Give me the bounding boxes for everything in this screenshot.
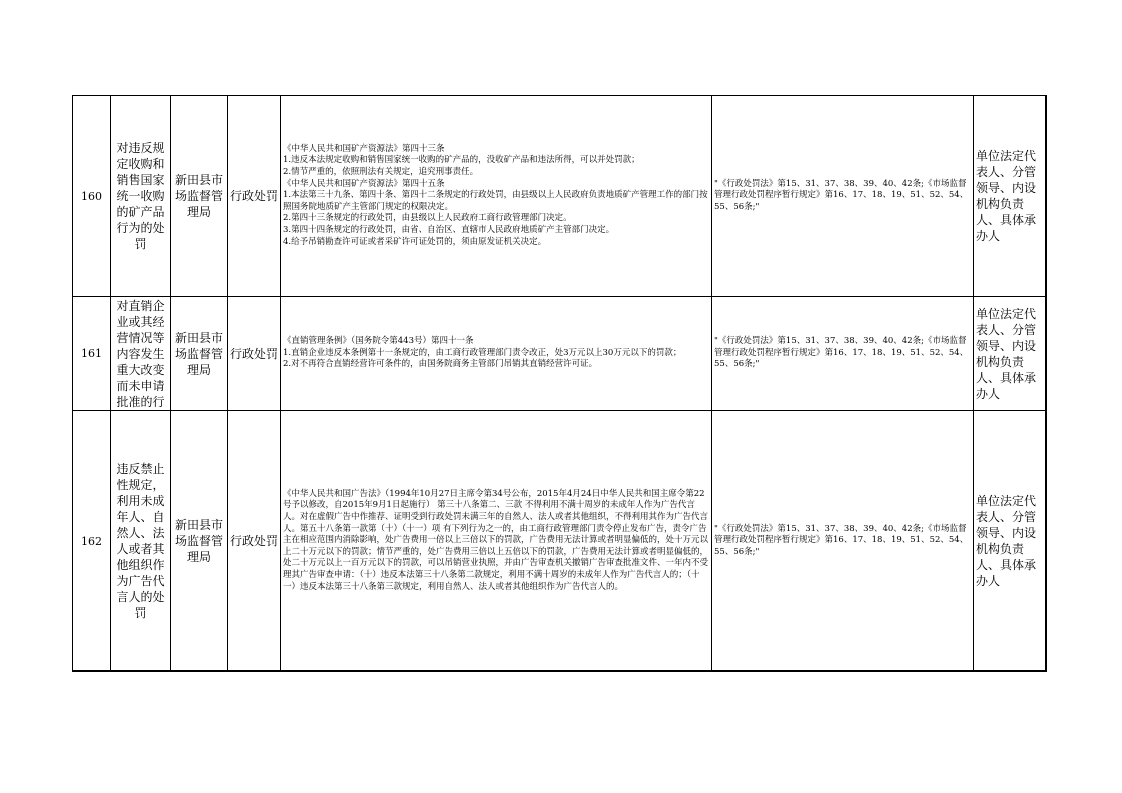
legal-basis-line: 2.对不再符合直销经营许可条件的，由国务院商务主管部门吊销其直销经营许可证。: [283, 359, 598, 370]
table-row: [73, 96, 1047, 297]
legal-basis-line: 1.直销企业违反本条例第十一条规定的，由工商行政管理部门责令改正，处3万元以上30万元以下的罚款；: [283, 347, 682, 358]
legal-basis-line: 1.本法第三十九条、第四十条、第四十二条规定的行政处罚，由县级以上人民政府负责地质矿产管理工作的部门按照国务院地质矿产主管部门规定的权限决定。: [283, 190, 708, 212]
legal-basis: [281, 96, 712, 297]
legal-basis-line: 1.违反本法规定收购和销售国家统一收购的矿产品的，没收矿产品和违法所得，可以并处罚款；: [283, 155, 640, 166]
legal-basis-line: 《中华人民共和国广告法》（1994年10月27日主席令第34号公布，2015年4月24日中华人民共和国主席令第22号予以修改，自2015年9月1日起施行） 第三十八条第二、三款 不得利用不满十周岁的未成年人作为广告代言人。对在虚假广告中作推荐、证明受到行政处罚未满三年的自然人、法人或者其他组织，不得利用其作为广告代言人。第五十八条第一款第（十）（十一）项 有下列行为之一的，由工商行政管理部门责令停止发布广告，责令广告主在相应范围内消除影响，处广告费用一倍以上三倍以下的罚款，广告费用无法计算或者明显偏低的，处十万元以上二十万元以下的罚款；情节严重的，处广告费用三倍以上五倍以下的罚款，广告费用无法计算或者明显偏低的，处二十万元以上一百万元以下的罚款，可以吊销营业执照，并由广告审查机关撤销广告审查批准文件、一年内不受理其广告审查申请：（十）违反本法第三十八条第二款规定，利用不满十周岁的未成年人作为广告代言人的；（十一）违反本法第三十八条第三款规定，利用自然人、法人或者其他组织作为广告代言人的。: [283, 488, 709, 592]
category: 行政处罚: [228, 96, 281, 297]
procedure-basis: "《行政处罚法》第15、31、37、38、39、40、42条;《市场监督管理行政处罚程序暂行规定》第16、17、18、19、51、52、54、55、56条;": [712, 411, 974, 672]
item-name: 违反禁止性规定，利用未成年人、自然人、法人或者其他组织作为广告代言人的处罚: [111, 411, 171, 672]
item-name: 对直销企业或其经营情况等内容发生重大改变而未申请批准的行: [111, 297, 171, 411]
legal-basis-line: 《中华人民共和国矿产资源法》第四十五条: [283, 178, 445, 189]
department: 新田县市场监督管理局: [171, 96, 228, 297]
legal-basis-line: 4.给予吊销勘查许可证或者采矿许可证处罚的，须由原发证机关决定。: [283, 236, 547, 247]
item-name: 对违反规定收购和销售国家统一收购的矿产品行为的处罚: [111, 96, 171, 297]
row-number: 160: [73, 96, 111, 297]
responsible-persons: 单位法定代表人、分管领导、内设机构负责人、具体承办人: [974, 411, 1047, 672]
row-number: 161: [73, 297, 111, 411]
legal-basis-line: 《中华人民共和国矿产资源法》第四十三条: [283, 143, 445, 154]
responsible-persons: 单位法定代表人、分管领导、内设机构负责人、具体承办人: [974, 96, 1047, 297]
category: 行政处罚: [228, 411, 281, 672]
legal-basis: [281, 297, 712, 411]
legal-basis-line: 《直销管理条例》（国务院令第443号）第四十一条: [283, 336, 474, 347]
legal-basis-line: 2.情节严重的，依照刑法有关规定，追究刑事责任。: [283, 167, 479, 178]
responsible-persons: 单位法定代表人、分管领导、内设机构负责人、具体承办人: [974, 297, 1047, 411]
category: 行政处罚: [228, 297, 281, 411]
table-row: [73, 297, 1047, 411]
procedure-basis: "《行政处罚法》第15、31、37、38、39、40、42条;《市场监督管理行政处罚程序暂行规定》第16、17、18、19、51、52、54、55、56条;": [712, 96, 974, 297]
enforcement-table: [72, 95, 1047, 672]
table-row: [73, 411, 1047, 672]
department: 新田县市场监督管理局: [171, 411, 228, 672]
procedure-basis: "《行政处罚法》第15、31、37、38、39、40、42条;《市场监督管理行政处罚程序暂行规定》第16、17、18、19、51、52、54、55、56条;": [712, 297, 974, 411]
row-number: 162: [73, 411, 111, 672]
legal-basis-line: 2.第四十三条规定的行政处罚，由县级以上人民政府工商行政管理部门决定。: [283, 213, 572, 224]
legal-basis: [281, 411, 712, 672]
department: 新田县市场监督管理局: [171, 297, 228, 411]
legal-basis-line: 3.第四十四条规定的行政处罚，由省、自治区、直辖市人民政府地质矿产主管部门决定。: [283, 224, 615, 235]
